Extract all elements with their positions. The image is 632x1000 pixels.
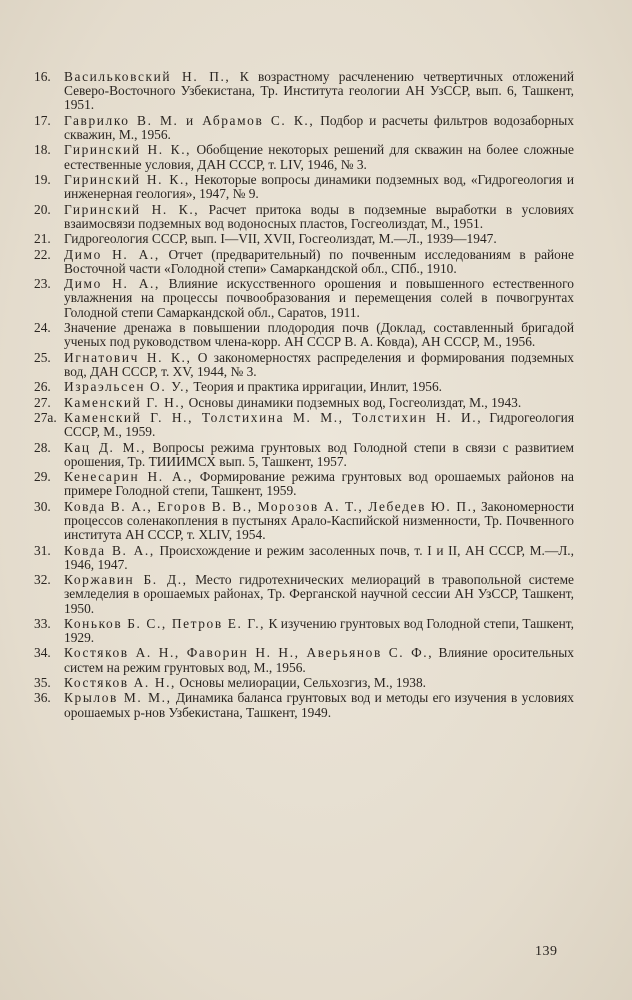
entry-author: Кац Д. М., (64, 439, 147, 455)
entry-text: Происхождение и режим засоленных почв, т. I и II, АН СССР, М.—Л., 1946, 1947. (64, 542, 574, 572)
reference-entry-28 (34, 441, 574, 469)
reference-entry-16 (34, 70, 574, 113)
entry-author: Игнатович Н. К., (64, 349, 192, 365)
entry-number: 33. (34, 615, 51, 631)
entry-author: Гиринский Н. К., (64, 142, 192, 158)
entry-number: 31. (34, 542, 51, 558)
reference-entry-34 (34, 646, 574, 674)
entry-number: 23. (34, 276, 51, 292)
entry-author: Коньков Б. С., Петров Е. Г., (64, 615, 266, 631)
reference-entry-31 (34, 544, 574, 572)
entry-number: 24. (34, 319, 51, 335)
entry-author: Димо Н. А., (64, 246, 160, 262)
entry-author: Васильковский Н. П., (64, 69, 231, 84)
entry-text: Обобщение некоторых решений для скважин на более сложные естественные условия, ДАН СССР, т. LIV, 1946, № 3. (64, 142, 574, 172)
entry-author: Крылов М. М., (64, 690, 172, 706)
page-number: 139 (535, 944, 558, 959)
entry-number: 32. (34, 572, 51, 588)
entry-text: Влияние оросительных систем на режим грунтовых вод, М., 1956. (64, 645, 574, 675)
entry-number: 16. (34, 69, 51, 84)
entry-text: Закономерности процессов соленакопления в пустынях Арало-Каспийской низменности, Тр. Почвенного института АН СССР, т. XLIV, 1954. (64, 498, 574, 543)
entry-author: Кенесарин Н. А., (64, 469, 194, 485)
entry-number: 17. (34, 112, 51, 128)
entry-number: 22. (34, 246, 51, 262)
entry-number: 27. (34, 394, 51, 410)
entry-text: Значение дренажа в повышении плодородия почв (Доклад, составленный бригадой ученых под руководством члена-корр. АН СССР В. А. Ковда), АН СССР, М., 1956. (64, 319, 574, 350)
entry-text: К изучению грунтовых вод Голодной степи, Ташкент, 1929. (64, 615, 574, 646)
entry-author: Костяков А. Н., (64, 675, 176, 691)
reference-entry-27a (34, 411, 574, 439)
reference-entry-22 (34, 248, 574, 276)
entry-number: 28. (34, 439, 51, 455)
entry-number: 35. (34, 675, 51, 691)
entry-author: Гиринский Н. К., (64, 201, 200, 217)
entry-text: Расчет притока воды в подземные выработки в условиях взаимосвязи подземных вод водоносных пластов, Госгеолиздат, М., 1951. (64, 201, 574, 231)
entry-author: Каменский Г. Н., (64, 394, 186, 410)
reference-entry-32 (34, 573, 574, 616)
entry-author: Костяков А. Н., Фаворин Н. Н., Аверьянов С. Ф., (64, 645, 434, 661)
entry-text: Гидрогеология СССР, М., 1959. (64, 409, 574, 440)
entry-text: Основы динамики подземных вод, Госгеолиздат, М., 1943. (188, 394, 522, 410)
reference-entry-27 (34, 396, 574, 410)
entry-author: Димо Н. А., (64, 276, 160, 292)
reference-entry-36 (34, 691, 574, 719)
entry-text: Вопросы режима грунтовых вод Голодной степи в связи с развитием орошения, Тр. ТИИИМСХ вып. 5, Ташкент, 1957. (64, 439, 574, 469)
reference-entry-29 (34, 470, 574, 498)
entry-text: О закономерностях распределения и формирования подземных вод, ДАН СССР, т. XV, 1944, № 3. (64, 349, 574, 379)
entry-number: 20. (34, 201, 51, 217)
entry-number: 27а. (34, 409, 57, 425)
reference-entry-33 (34, 617, 574, 645)
entry-number: 36. (34, 690, 51, 706)
reference-entry-30 (34, 500, 574, 543)
reference-entry-25 (34, 351, 574, 379)
entry-text: Гидрогеология СССР, вып. I—VII, XVII, Госгеолиздат, М.—Л., 1939—1947. (64, 231, 497, 247)
entry-text: Некоторые вопросы динамики подземных вод, «Гидрогеология и инженерная геология», 1947, № 9. (64, 171, 574, 202)
reference-entry-35 (34, 676, 574, 690)
reference-entry-20 (34, 203, 574, 231)
entry-text: К возрастному расчленению четвертичных отложений Северо-Восточного Узбекистана, Тр. Института геологии АН УзССР, вып. 6, Ташкент, 1951. (64, 69, 575, 113)
entry-text: Основы мелиорации, Сельхозгиз, М., 1938. (179, 675, 427, 691)
reference-entry-23 (34, 277, 574, 320)
entry-text: Подбор и расчеты фильтров водозаборных скважин, М., 1956. (64, 112, 574, 142)
entry-number: 25. (34, 349, 51, 365)
entry-text: Место гидротехнических мелиораций в травопольной системе земледелия в орошаемых районах, Тр. Ферганской научной сессии АН УзССР, Ташкент, 1950. (64, 572, 574, 616)
entry-text: Отчет (предварительный) по почвенным исследованиям в районе Восточной части «Голодной степи» Самаркандской обл., СПб., 1910. (64, 246, 574, 276)
entry-author: Гаврилко В. М. и Абрамов С. К., (64, 112, 315, 128)
entry-text: Формирование режима грунтовых вод орошаемых районов на примере Голодной степи, Ташкент, 1959. (64, 469, 574, 499)
entry-number: 30. (34, 498, 51, 514)
entry-author: Израэльсен О. У., (64, 379, 191, 395)
entry-number: 26. (34, 379, 51, 395)
reference-entry-21 (34, 232, 574, 246)
reference-entry-19 (34, 173, 574, 201)
entry-text: Динамика баланса грунтовых вод и методы его изучения в условиях орошаемых р-нов Узбекистана, Ташкент, 1949. (64, 690, 574, 720)
entry-text: Теория и практика ирригации, Инлит, 1956. (193, 379, 443, 395)
entry-number: 21. (34, 231, 51, 247)
entry-author: Ковда В. А., (64, 542, 155, 558)
reference-entry-24 (34, 321, 574, 349)
reference-list (34, 70, 574, 721)
entry-number: 34. (34, 645, 51, 661)
entry-author: Коржавин Б. Д., (64, 572, 188, 588)
entry-author: Ковда В. А., Егоров В. В., Морозов А. Т., Лебедев Ю. П., (64, 498, 478, 514)
entry-author: Гиринский Н. К., (64, 171, 190, 187)
entry-number: 29. (34, 469, 51, 485)
reference-entry-18 (34, 143, 574, 171)
reference-entry-17 (34, 114, 574, 142)
entry-author: Каменский Г. Н., Толстихина М. М., Толстихин Н. И., (64, 409, 483, 425)
entry-text: Влияние искусственного орошения и повышенного естественного увлажнения на процессы почвообразования и перемещения солей в почвогрунтах Голодной степи Самаркандской обл., Саратов, 1911. (64, 276, 574, 320)
reference-entry-26 (34, 380, 574, 394)
entry-number: 18. (34, 142, 51, 158)
entry-number: 19. (34, 171, 51, 187)
